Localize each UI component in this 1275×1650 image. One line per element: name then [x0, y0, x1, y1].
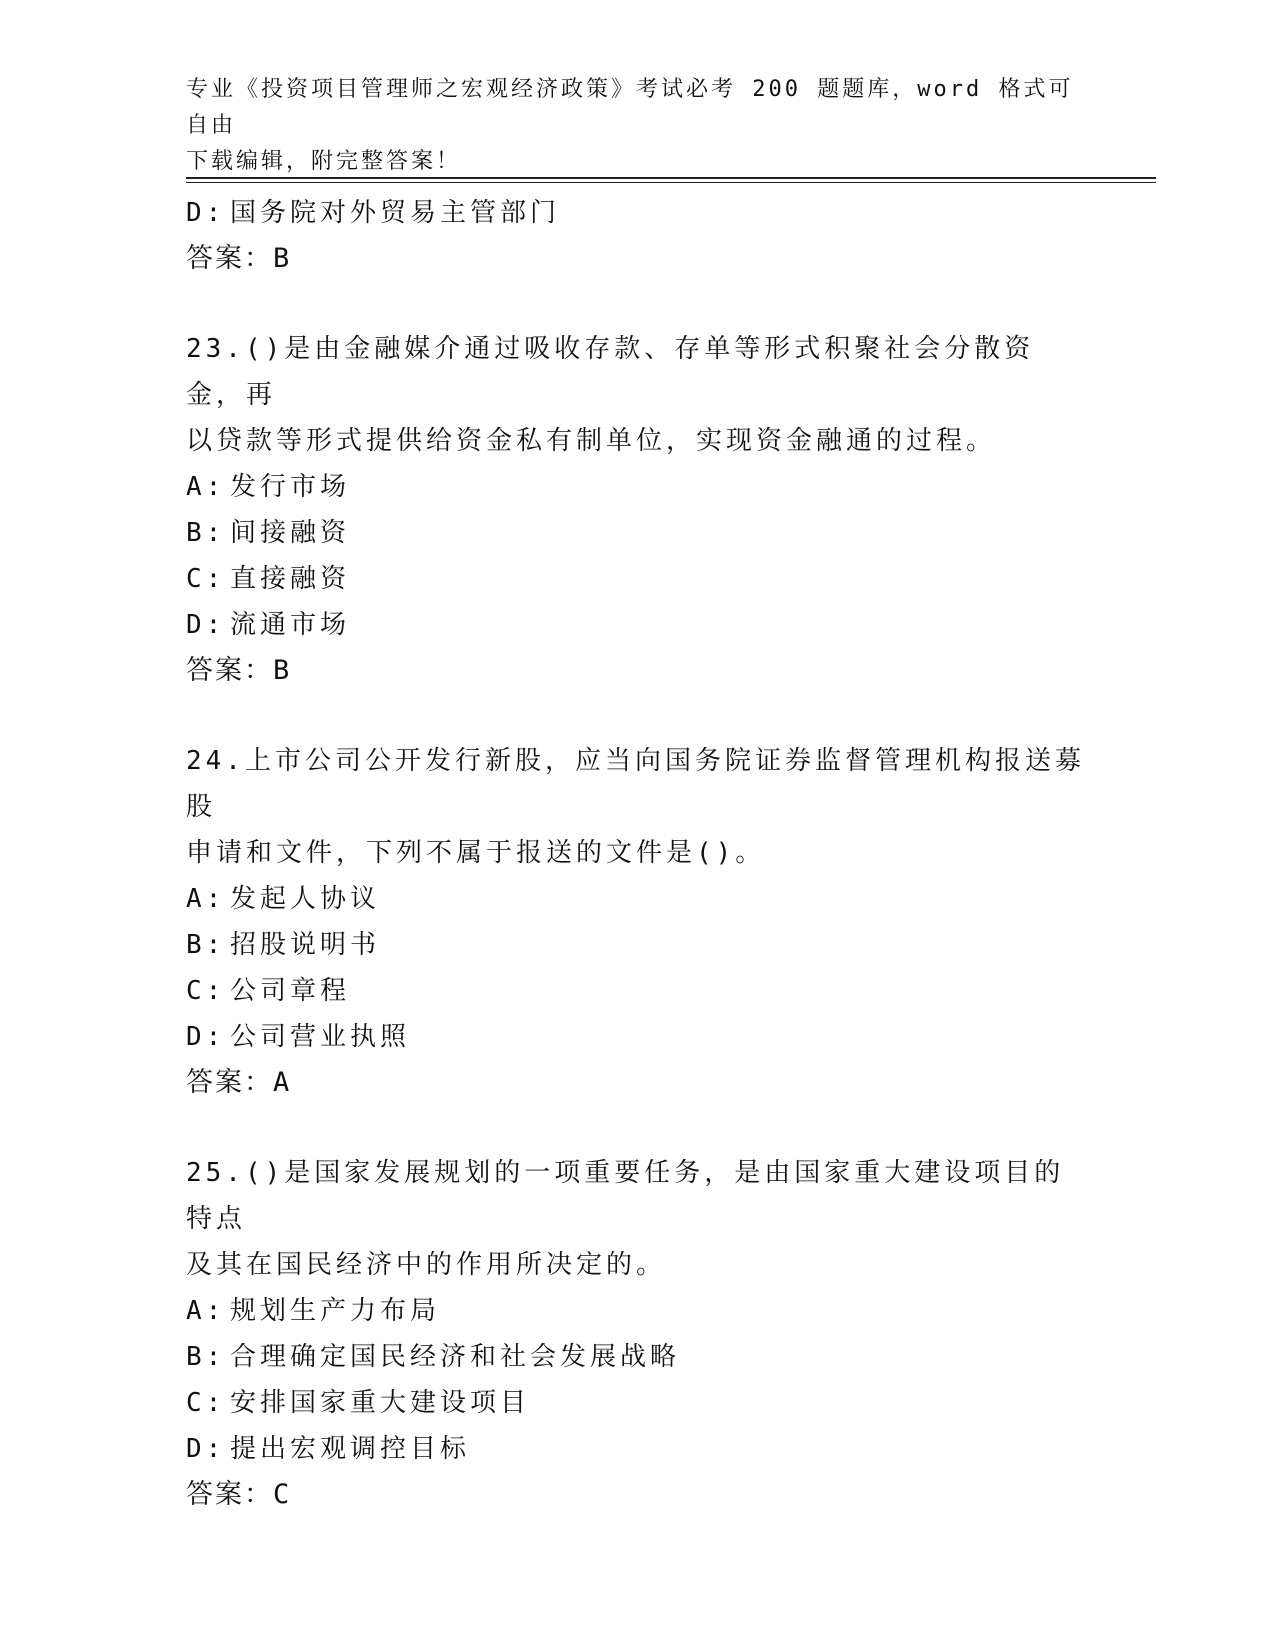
- option-text: 发起人协议: [230, 884, 381, 914]
- option-key: C:: [186, 1388, 226, 1418]
- option-text: 规划生产力布局: [230, 1296, 441, 1326]
- answer: [186, 648, 1086, 694]
- question-text-line-2: 以贷款等形式提供给资金私有制单位，实现资金融通的过程。: [186, 426, 997, 456]
- header-divider-thin: [186, 182, 1156, 183]
- option-b: [186, 922, 1086, 968]
- header-line-2: 下载编辑，附完整答案！: [186, 149, 462, 174]
- prev-option-d: [186, 190, 1086, 236]
- answer-label: 答案：: [186, 1067, 273, 1098]
- option-key: B:: [186, 1342, 226, 1372]
- option-text: 合理确定国民经济和社会发展战略: [230, 1342, 681, 1372]
- option-key: B:: [186, 930, 226, 960]
- option-a: [186, 1288, 1086, 1334]
- option-key: A:: [186, 884, 226, 914]
- option-text: 直接融资: [230, 564, 351, 594]
- option-c: [186, 968, 1086, 1014]
- question-text-line-2: 申请和文件，下列不属于报送的文件是()。: [186, 838, 766, 868]
- option-d: [186, 1426, 1086, 1472]
- option-key: C:: [186, 564, 226, 594]
- option-c: [186, 556, 1086, 602]
- header-line-1: 专业《投资项目管理师之宏观经济政策》考试必考 200 题题库，word 格式可自由: [186, 77, 1074, 138]
- option-text: 公司章程: [230, 976, 351, 1006]
- option-text: 公司营业执照: [230, 1022, 411, 1052]
- option-b: [186, 510, 1086, 556]
- option-key: D:: [186, 198, 226, 228]
- option-a: [186, 464, 1086, 510]
- option-key: D:: [186, 1434, 226, 1464]
- question-block-24: [186, 738, 1086, 1106]
- option-text: 安排国家重大建设项目: [230, 1388, 531, 1418]
- option-text: 提出宏观调控目标: [230, 1434, 471, 1464]
- option-key: C:: [186, 976, 226, 1006]
- option-c: [186, 1380, 1086, 1426]
- option-key: D:: [186, 1022, 226, 1052]
- question-text-line-1: 23.()是由金融媒介通过吸收存款、存单等形式积聚社会分散资金，再: [186, 334, 1035, 410]
- question-text-line-1: 24.上市公司公开发行新股，应当向国务院证券监督管理机构报送募股: [186, 746, 1085, 822]
- answer-label: 答案：: [186, 655, 273, 686]
- answer-label: 答案：: [186, 243, 273, 274]
- answer-value: C: [273, 1479, 292, 1510]
- option-key: B:: [186, 518, 226, 548]
- question-list: [186, 190, 1086, 1518]
- answer-value: B: [273, 655, 292, 686]
- answer-label: 答案：: [186, 1479, 273, 1510]
- prev-answer: [186, 236, 1086, 282]
- option-text: 流通市场: [230, 610, 351, 640]
- question-text-line-2: 及其在国民经济中的作用所决定的。: [186, 1250, 667, 1280]
- option-text: 间接融资: [230, 518, 351, 548]
- answer-value: A: [273, 1067, 292, 1098]
- option-d: [186, 602, 1086, 648]
- option-a: [186, 876, 1086, 922]
- answer: [186, 1060, 1086, 1106]
- question-block-25: [186, 1150, 1086, 1518]
- option-key: A:: [186, 1296, 226, 1326]
- question-text-line-1: 25.()是国家发展规划的一项重要任务，是由国家重大建设项目的特点: [186, 1158, 1065, 1234]
- option-key: D:: [186, 610, 226, 640]
- option-text: 国务院对外贸易主管部门: [230, 198, 561, 228]
- option-key: A:: [186, 472, 226, 502]
- option-text: 发行市场: [230, 472, 351, 502]
- option-text: 招股说明书: [230, 930, 381, 960]
- document-header: [186, 72, 1086, 180]
- answer: [186, 1472, 1086, 1518]
- option-d: [186, 1014, 1086, 1060]
- header-divider-thick: [186, 177, 1156, 179]
- option-b: [186, 1334, 1086, 1380]
- answer-value: B: [273, 243, 292, 274]
- question-block-23: [186, 326, 1086, 694]
